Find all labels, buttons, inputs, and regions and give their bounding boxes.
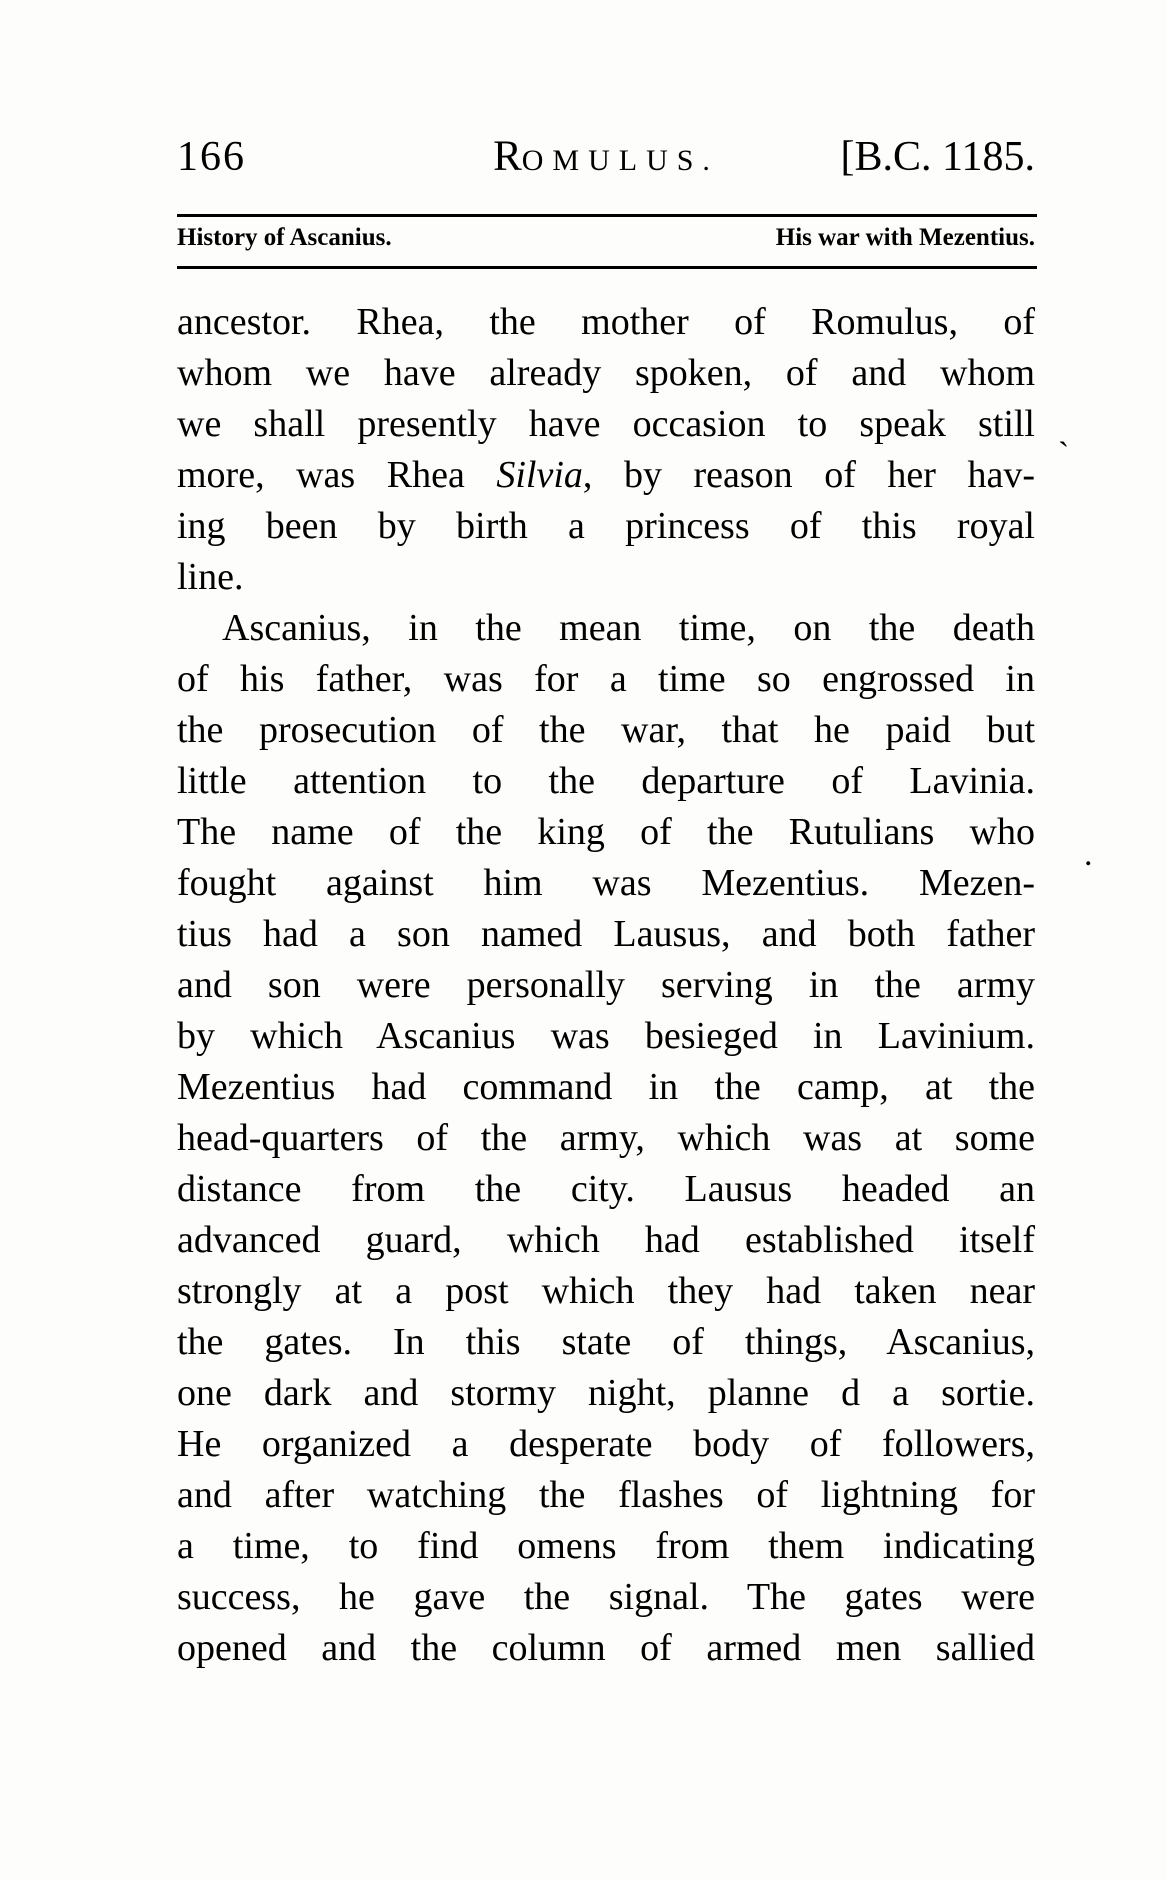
text-line xyxy=(177,1266,1035,1317)
italic-text: Silvia xyxy=(496,454,583,496)
text-segment: whom we have already spoken, of and whom xyxy=(177,352,1035,394)
scan-artifact-dot: . xyxy=(1084,836,1093,873)
text-segment: one dark and stormy night, planne d a sortie. xyxy=(177,1372,1035,1414)
text-segment: Mezentius had command in the camp, at the xyxy=(177,1066,1035,1108)
scan-artifact-tick: ` xyxy=(1058,436,1070,473)
text-line xyxy=(177,1368,1035,1419)
text-line xyxy=(177,501,1035,552)
text-segment: ing been by birth a princess of this royal xyxy=(177,505,1035,547)
page-title-initial: R xyxy=(493,133,522,180)
page-number: 166 xyxy=(177,134,246,180)
text-segment: ancestor. Rhea, the mother of Romulus, of xyxy=(177,301,1035,343)
text-line xyxy=(177,909,1035,960)
text-line xyxy=(177,654,1035,705)
text-segment: the gates. In this state of things, Ascanius, xyxy=(177,1321,1035,1363)
text-segment: tius had a son named Lausus, and both father xyxy=(177,913,1035,955)
text-segment: distance from the city. Lausus headed an xyxy=(177,1168,1035,1210)
text-segment: success, he gave the signal. The gates were xyxy=(177,1576,1035,1618)
text-segment: Ascanius, in the mean time, on the death xyxy=(222,607,1035,649)
text-line xyxy=(177,1164,1035,1215)
text-segment: a time, to find omens from them indicating xyxy=(177,1525,1035,1567)
text-segment: more, was Rhea xyxy=(177,454,497,496)
text-segment: of his father, was for a time so engrossed in xyxy=(177,658,1035,700)
page-title-rest: OMULUS. xyxy=(521,144,719,177)
text-line xyxy=(177,1623,1035,1674)
text-line xyxy=(177,1470,1035,1521)
text-segment: The name of the king of the Rutulians who xyxy=(177,811,1035,853)
page-title xyxy=(493,132,719,181)
text-segment: , by reason of her hav- xyxy=(582,454,1035,496)
text-segment: little attention to the departure of Lavinia. xyxy=(177,760,1035,802)
running-head-right: His war with Mezentius. xyxy=(775,224,1035,251)
text-line xyxy=(177,603,1035,654)
header-rule-top xyxy=(177,214,1037,217)
text-line xyxy=(177,1572,1035,1623)
era-label: [B.C. 1185. xyxy=(840,134,1035,180)
running-heads xyxy=(177,224,1035,252)
text-segment: and son were personally serving in the army xyxy=(177,964,1035,1006)
text-segment: He organized a desperate body of followers, xyxy=(177,1423,1035,1465)
text-segment: and after watching the flashes of lightning for xyxy=(177,1474,1035,1516)
text-line xyxy=(177,1419,1035,1470)
text-segment: advanced guard, which had established itself xyxy=(177,1219,1035,1261)
text-line xyxy=(177,705,1035,756)
text-segment: the prosecution of the war, that he paid but xyxy=(177,709,1035,751)
text-line xyxy=(177,858,1035,909)
text-segment: fought against him was Mezentius. Mezen- xyxy=(177,862,1035,904)
text-segment: strongly at a post which they had taken near xyxy=(177,1270,1035,1312)
text-segment: head-quarters of the army, which was at some xyxy=(177,1117,1035,1159)
text-segment: opened and the column of armed men sallied xyxy=(177,1627,1035,1669)
text-segment: we shall presently have occasion to speak still xyxy=(177,403,1035,445)
text-line xyxy=(177,450,1035,501)
text-segment: line. xyxy=(177,556,244,598)
page-header xyxy=(177,132,1035,181)
running-head-left: History of Ascanius. xyxy=(177,224,392,251)
text-line xyxy=(177,960,1035,1011)
text-line xyxy=(177,348,1035,399)
text-line xyxy=(177,1011,1035,1062)
text-line xyxy=(177,1215,1035,1266)
text-line xyxy=(177,297,1035,348)
text-line xyxy=(177,807,1035,858)
text-line xyxy=(177,756,1035,807)
body-lines xyxy=(177,297,1035,1674)
text-line xyxy=(177,552,1035,603)
header-rule-bottom xyxy=(177,266,1037,269)
text-line xyxy=(177,1062,1035,1113)
text-line xyxy=(177,1113,1035,1164)
text-line xyxy=(177,1521,1035,1572)
text-segment: by which Ascanius was besieged in Lavinium. xyxy=(177,1015,1035,1057)
text-line xyxy=(177,1317,1035,1368)
text-line xyxy=(177,399,1035,450)
